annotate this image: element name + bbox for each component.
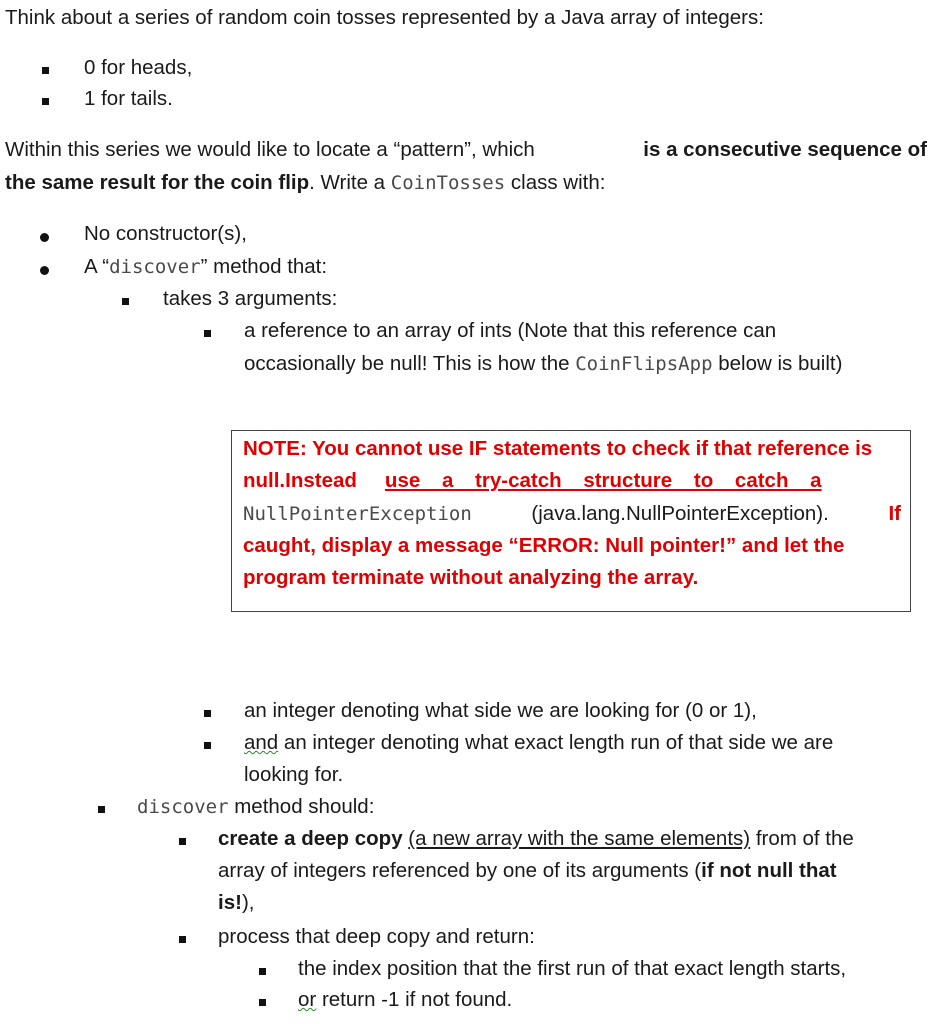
bullet-square-icon (98, 806, 105, 813)
note-text: null. (243, 469, 286, 492)
pattern-text: . Write a (309, 171, 386, 194)
bullet-text: A “ (84, 255, 110, 278)
bullet-takes-args: takes 3 arguments: (163, 287, 338, 310)
arg2-line: an integer denoting what side we are looking for (0 or 1), (244, 699, 757, 722)
intro-line: Think about a series of random coin tosses represented by a Java array of integers: (5, 6, 764, 29)
note-line-2 (243, 466, 901, 496)
bullet-square-icon (42, 98, 49, 105)
arg1-line-1: a reference to an array of ints (Note that this reference can (244, 319, 777, 342)
note-line-5: program terminate without analyzing the array. (243, 566, 699, 589)
deep-copy-text: array of integers referenced by one of its arguments ( (218, 859, 702, 882)
return-minus-one-line (298, 985, 512, 1015)
bullet-square-icon (204, 330, 211, 337)
pattern-line-2 (5, 168, 605, 198)
return-index-line: the index position that the first run of that exact length starts, (298, 957, 847, 980)
deep-copy-line-3 (218, 888, 254, 918)
deep-copy-underlined: (a new array with the same elements) (408, 827, 751, 850)
deep-copy-line-1 (218, 824, 854, 854)
note-line-1: NOTE: You cannot use IF statements to check if that reference is (243, 437, 873, 460)
bullet-dot-icon (40, 266, 49, 275)
note-line-3 (243, 499, 901, 529)
note-box (231, 430, 911, 612)
arg1-text: below is built) (718, 352, 843, 375)
bullet-square-icon (42, 67, 49, 74)
deep-copy-line-2 (218, 856, 837, 886)
exception-code: NullPointerException (243, 503, 472, 525)
deep-copy-text: from of the (755, 827, 854, 850)
arg3-text: an integer denoting what exact length run of that side we are (283, 731, 834, 754)
intro-item-heads: 0 for heads, (84, 56, 193, 79)
bullet-square-icon (204, 742, 211, 749)
discover-text: method should: (234, 795, 375, 818)
discover-code: discover (109, 256, 201, 278)
pattern-text: Within this series we would like to locate a “pattern”, which (5, 138, 535, 161)
pattern-text: class with: (510, 171, 606, 194)
discover-should-line (137, 792, 374, 822)
bullet-square-icon (204, 710, 211, 717)
bullet-square-icon (179, 936, 186, 943)
deep-copy-text: ), (241, 891, 255, 914)
return-text: or (298, 988, 317, 1011)
arg1-line-2 (244, 349, 842, 379)
class-name-code: CoinTosses (390, 172, 506, 194)
note-text: If (888, 502, 901, 525)
pattern-bold-text: the same result for the coin flip (5, 171, 310, 194)
pattern-bold-text: is a consecutive sequence of (643, 138, 927, 161)
note-text: use a try-catch structure to catch a (384, 469, 822, 492)
note-underlined-text (385, 466, 901, 496)
arg3-text: and (244, 731, 279, 754)
pattern-line-1 (5, 135, 927, 165)
bullet-square-icon (259, 999, 266, 1006)
arg3-line-1 (244, 728, 833, 758)
bullet-square-icon (122, 298, 129, 305)
note-text: (java.lang.NullPointerException). (531, 502, 829, 525)
bullet-square-icon (259, 968, 266, 975)
arg3-line-2: looking for. (244, 763, 344, 786)
arg1-text: occasionally be null! This is how the (244, 352, 570, 375)
app-name-code: CoinFlipsApp (575, 353, 713, 375)
bullet-discover-method (84, 252, 327, 282)
note-line-4: caught, display a message “ERROR: Null pointer!” and let the (243, 534, 845, 557)
process-line: process that deep copy and return: (218, 925, 535, 948)
discover-code: discover (137, 796, 229, 818)
return-text: return -1 if not found. (321, 988, 513, 1011)
bullet-no-constructor: No constructor(s), (84, 222, 247, 245)
deep-copy-bold: if not null that (701, 859, 837, 882)
deep-copy-bold: create a deep copy (218, 827, 403, 850)
bullet-dot-icon (40, 233, 49, 242)
deep-copy-bold: is! (218, 891, 242, 914)
bullet-text: ” method that: (200, 255, 328, 278)
note-text: Instead (285, 469, 357, 492)
bullet-square-icon (179, 838, 186, 845)
intro-item-tails: 1 for tails. (84, 87, 173, 110)
